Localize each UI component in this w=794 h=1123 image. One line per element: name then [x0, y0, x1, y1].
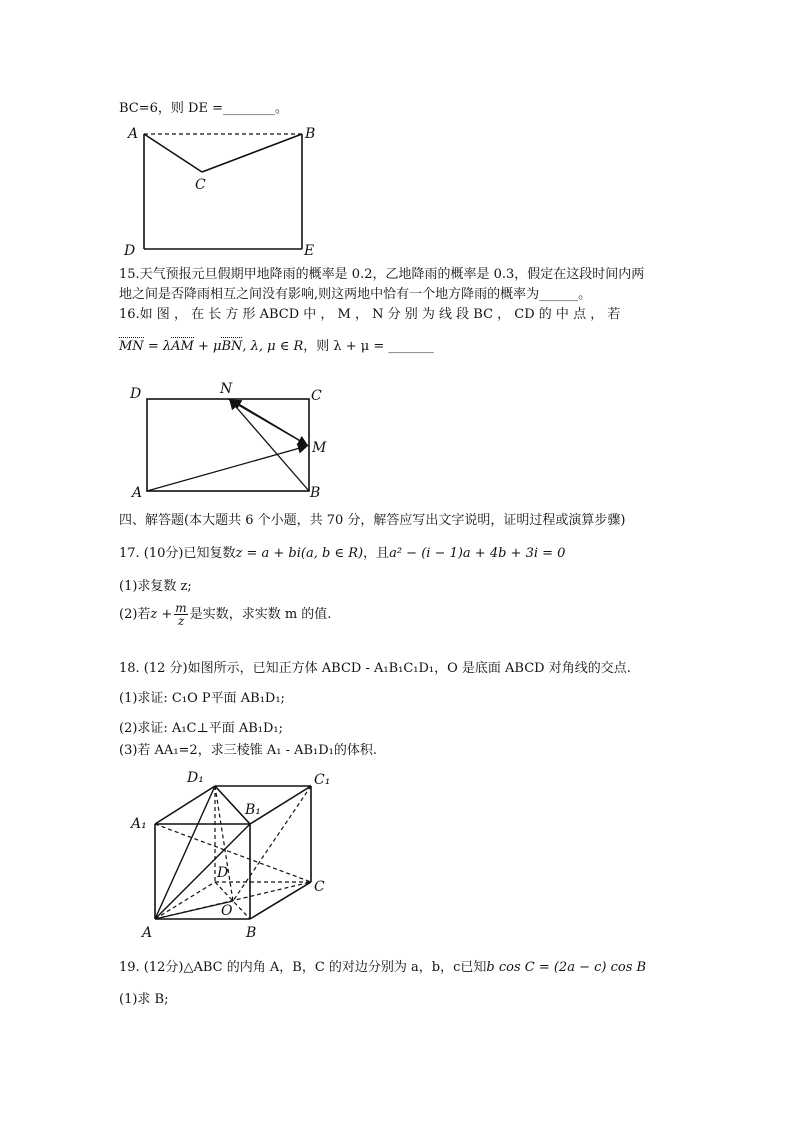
label-A: A [132, 485, 143, 501]
q18-part3: (3)若 AA₁=2，求三棱锥 A₁ - AB₁D₁的体积. [119, 743, 378, 758]
label-M: M [312, 440, 327, 456]
q15-line2: 地之间是否降雨相互之间没有影响,则这两地中恰有一个地方降雨的概率为______。 [119, 287, 592, 302]
q14-tail: BC=6，则 DE =________。 [119, 101, 288, 116]
section-heading: 四、解答题(本大题共 6 个小题，共 70 分，解答应写出文字说明，证明过程或演算步骤) [119, 513, 626, 528]
vector-mn: MN [119, 339, 144, 354]
label-C: C [311, 388, 322, 404]
label-A: A [142, 925, 153, 941]
q18-part2: (2)求证: A₁C⊥平面 AB₁D₁; [119, 721, 283, 736]
label-B: B [305, 126, 316, 142]
vector-am: AM [171, 339, 194, 354]
label-D: D [217, 865, 229, 881]
q15-line1: 15.天气预报元旦假期甲地降雨的概率是 0.2，乙地降雨的概率是 0.3，假定在这段时间内两 [119, 267, 645, 282]
q17-part2: (2)若z + $\frac{m}{z}$ 是实数，求实数 m 的值. [119, 601, 332, 628]
label-C: C [314, 879, 325, 895]
label-N: N [220, 381, 233, 397]
fraction-m-over-z: $\frac{m}{z}$ [175, 601, 187, 628]
q18-part1: (1)求证: C₁O P平面 AB₁D₁; [119, 691, 285, 706]
q19-line: 19. (12分)△ABC 的内角 A，B，C 的对边分别为 a，b，c已知b cos C = (2a − c) cos B [119, 960, 647, 975]
label-C1: C₁ [314, 772, 331, 788]
vector-bn: BN [221, 339, 243, 354]
label-E: E [304, 243, 315, 259]
q17-part1: (1)求复数 z; [119, 579, 192, 594]
label-A: A [128, 126, 139, 142]
figure-q18 [125, 765, 350, 945]
q19-part1: (1)求 B; [119, 992, 169, 1007]
label-B1: B₁ [245, 802, 261, 818]
figure-q14 [118, 120, 328, 265]
label-C: C [195, 177, 206, 193]
label-B: B [246, 925, 257, 941]
label-A1: A₁ [131, 816, 147, 832]
label-O: O [221, 903, 233, 919]
q17-line: 17. (10分)已知复数z = a + bi(a, b ∈ R)，且a² − (i − 1)a + 4b + 3i = 0 [119, 546, 566, 561]
label-D: D [130, 386, 142, 402]
q16-line2: MN = λAM + μBN, λ, μ ∈ R，则 λ + μ = _______ [119, 339, 434, 354]
figure-q16 [120, 378, 340, 503]
label-D: D [124, 243, 136, 259]
label-D1: D₁ [187, 770, 204, 786]
q16-line1: 16.如 图 ， 在 长 方 形 ABCD 中 ， M ， N 分 别 为 线 段 BC ， CD 的 中 点 ， 若 [119, 307, 621, 322]
label-B: B [310, 485, 321, 501]
q18-line: 18. (12 分)如图所示，已知正方体 ABCD - A₁B₁C₁D₁，O 是底面 ABCD 对角线的交点. [119, 661, 631, 676]
